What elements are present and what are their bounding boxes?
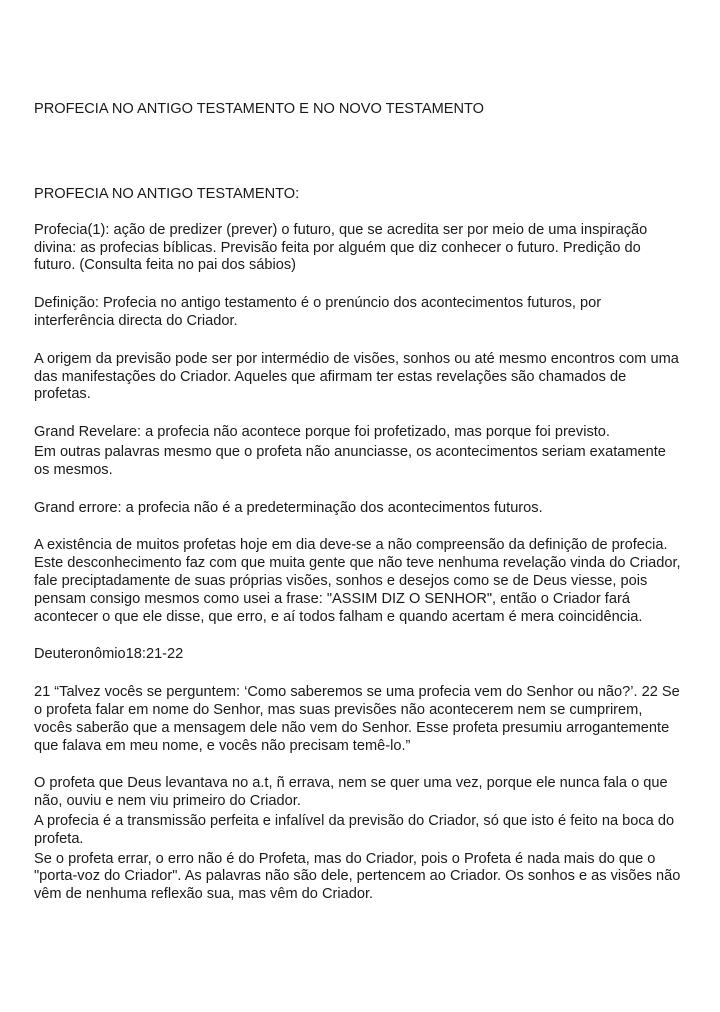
paragraph-existencia-profetas: A existência de muitos profetas hoje em dia deve-se a não compreensão da definição de profecia. Este desconhecimento faz com que muita gente que não teve nenhuma revelação vinda do Criador, fale preciptadamente de suas próprias visões, sonhos e desejos como se de Deus viesse, pois pensam consigo mesmos como usei a frase: "ASSIM DIZ O SENHOR", então o Criador fará acontecer o que ele disse, que erro, e aí todos falham e quando acertam é mera coincidência.: [34, 537, 681, 625]
scripture-reference: Deuteronômio18:21-22: [34, 646, 184, 663]
section-heading: PROFECIA NO ANTIGO TESTAMENTO:: [34, 186, 300, 202]
document-title: PROFECIA NO ANTIGO TESTAMENTO E NO NOVO TESTAMENTO: [34, 101, 485, 117]
paragraph-grand-revelare: Grand Revelare: a profecia não acontece porque foi profetizado, mas porque foi previsto.: [34, 424, 610, 441]
paragraph-outras-palavras: Em outras palavras mesmo que o profeta não anunciasse, os acontecimentos seriam exatamente os mesmos.: [34, 443, 666, 478]
paragraph-definicao: Definição: Profecia no antigo testamento é o prenúncio dos acontecimentos futuros, por interferência directa do Criador.: [34, 295, 602, 329]
scripture-quote: 21 “Talvez vocês se perguntem: ‘Como saberemos se uma profecia vem do Senhor ou não?’. 22 Se o profeta falar em nome do Senhor, mas suas previsões não acontecerem nem se cumprirem, vocês saberão que a mensagem dele não vem do Senhor. Esse profeta presumiu arrogantemente que falava em meu nome, e vocês não precisam temê-lo.”: [34, 684, 680, 754]
paragraph-profeta-at: O profeta que Deus levantava no a.t, ñ errava, nem se quer uma vez, porque ele nunca fala o que não, ouviu e nem viu primeiro do Criador.: [34, 775, 668, 810]
document-body: [34, 186, 682, 904]
paragraph-profecia-definicao-dicionario: Profecia(1): ação de predizer (prever) o futuro, que se acredita ser por meio de uma inspiração divina: as profecias bíblicas. Previsão feita por alguém que diz conhecer o futuro. Predição do futuro. (Consulta feita no pai dos sábios): [34, 221, 648, 274]
paragraph-grand-errore: Grand errore: a profecia não é a predeterminação dos acontecimentos futuros.: [34, 499, 543, 516]
paragraph-transmissao-perfeita: A profecia é a transmissão perfeita e infalível da previsão do Criador, só que isto é feito na boca do profeta.: [34, 812, 675, 847]
paragraph-origem-previsao: A origem da previsão pode ser por intermédio de visões, sonhos ou até mesmo encontros com uma das manifestações do Criador. Aqueles que afirmam ter estas revelações são chamados de profetas.: [34, 350, 679, 403]
paragraph-erro-do-profeta: Se o profeta errar, o erro não é do Profeta, mas do Criador, pois o Profeta é nada mais do que o "porta-voz do Criador". As palavras não são dele, pertencem ao Criador. Os sonhos e as visões não vêm de nenhuma reflexão sua, mas vêm do Criador.: [34, 850, 681, 903]
